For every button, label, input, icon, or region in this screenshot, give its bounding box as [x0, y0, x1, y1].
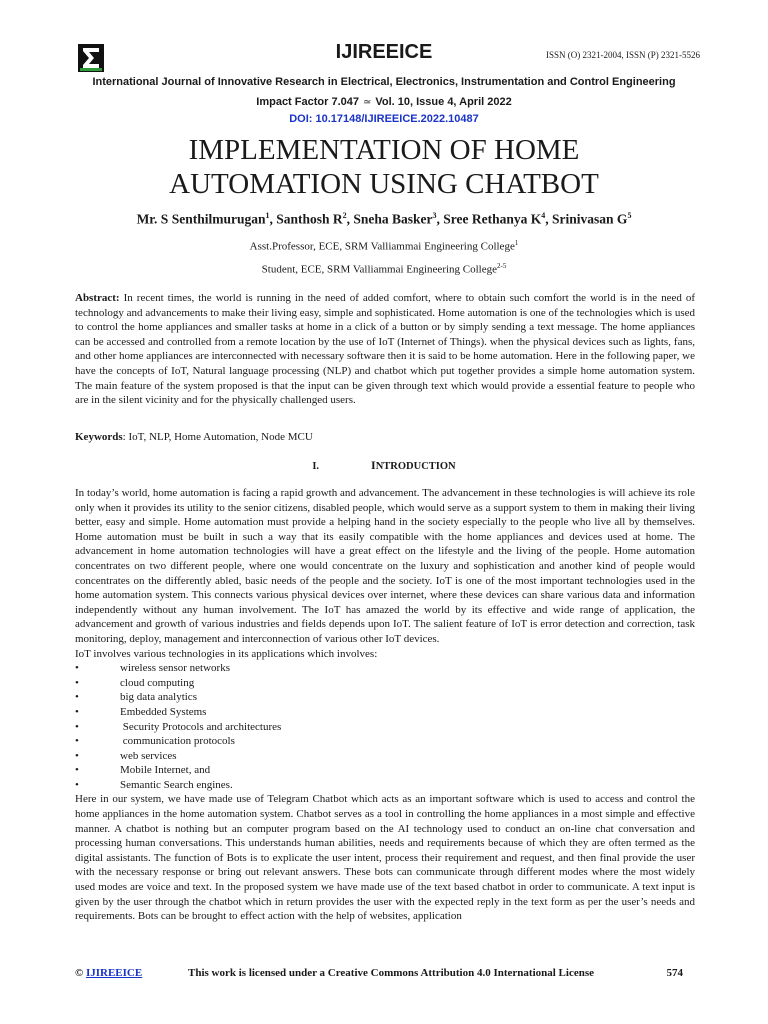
list-item-text: wireless sensor networks	[120, 662, 230, 675]
section-number: I.	[312, 461, 320, 472]
impact-volume-line	[0, 96, 768, 108]
author-separator: ,	[545, 211, 553, 227]
affiliation-2-text: Student, ECE, SRM Valliammai Engineering College	[261, 263, 497, 276]
author-list	[0, 211, 768, 228]
author-affiliation-sup: 5	[627, 211, 632, 220]
title-line-1: IMPLEMENTATION OF HOME	[188, 134, 580, 166]
page-number: 574	[666, 967, 683, 979]
intro-paragraph-2: Here in our system, we have made use of Telegram Chatbot which acts as an important software which is used to access and control the home appliances in the home automation system. Chatbot serves as a tool in controlling the home appliances in a most simple and effective manner. A chatbot is nothing but an computer program based on the AI technology used to conduct an on-line chat conversation and processing human conversations. This understands human abilities, needs and requirements because of which they are often termed as the digital assistants. The function of Bots is to explicate the user intent, process their requirement and request, and then final provide the user with the necessary response or bring out relevant answers. These bots can communicate through different modes where the most widely used modes are voice and text. In the proposed system we have made use of the text based chatbot in order to communicate. A text input is given by the user through the chatbot which in return provides the user with the expected reply in the text form as per the user’s needs and requirements. Bots can be brought to effect action with the help of websites, application	[75, 793, 695, 923]
bullet-icon: •	[75, 720, 79, 733]
abstract-label: Abstract:	[75, 292, 120, 304]
list-item-text: Embedded Systems	[120, 705, 207, 718]
technology-list	[75, 661, 695, 792]
list-item	[75, 661, 695, 676]
author-separator: ,	[346, 211, 354, 227]
bullet-icon: •	[75, 662, 79, 675]
section-heading-initial: I	[371, 458, 376, 472]
affiliation-2	[0, 262, 768, 276]
author-separator: ,	[269, 211, 277, 227]
journal-full-name: International Journal of Innovative Research in Electrical, Electronics, Instrumentation and Control Engineering	[92, 76, 676, 88]
list-item	[75, 749, 695, 764]
list-item	[75, 778, 695, 793]
keywords	[75, 430, 695, 445]
list-item	[75, 690, 695, 705]
list-item-text: communication protocols	[120, 735, 235, 748]
list-intro: IoT involves various technologies in its applications which involves:	[75, 647, 378, 660]
author-name: Mr. S Senthilmurugan	[136, 211, 266, 227]
bullet-icon: •	[75, 735, 79, 748]
affiliation-1-sup: 1	[514, 239, 519, 247]
keywords-text: : IoT, NLP, Home Automation, Node MCU	[122, 431, 313, 443]
abstract-text: In recent times, the world is running in the need of added comfort, where to obtain such comfort the world is in the need of technology and advancements to make their living easy, simple and sophisticated. Home automation is one of the technologies which is used to control the home appliances and smaller tasks at home in a click of a button or by simply sending a text message. The home appliances can be accessed and controlled from a remote location by the use of IoT (Internet of Things). when the physical devices such as lights, fans, and other home appliances are interconnected with necessary software then it is said to be home automation. Here in the following paper, we have the concepts of IoT, Natural language processing (NLP) and chatbot which put together provides a simple home automation system. The main feature of the system proposed is that the input can be given through text which would provide a essential feature to people who are in the silent vicinity and for the physically challenged users.	[75, 292, 696, 407]
keywords-label: Keywords	[75, 431, 123, 443]
author-affiliation-sup: 2	[342, 211, 347, 220]
list-item-text: cloud computing	[120, 676, 195, 689]
title-line-2: AUTOMATION USING CHATBOT	[169, 168, 599, 200]
affiliation-2-sup: 2-5	[497, 262, 507, 270]
author-separator: ,	[436, 211, 444, 227]
list-item-text: Security Protocols and architectures	[120, 720, 282, 733]
author-name: Srinivasan G	[552, 211, 628, 227]
section-heading	[0, 458, 768, 473]
list-item	[75, 734, 695, 749]
list-item	[75, 720, 695, 735]
list-item	[75, 676, 695, 691]
author-name: Sree Rethanya K	[443, 211, 542, 227]
footer-copyright	[75, 967, 142, 979]
journal-link[interactable]: IJIREEICE	[85, 967, 143, 979]
issn-line: ISSN (O) 2321-2004, ISSN (P) 2321-5526	[545, 50, 700, 60]
doi-link[interactable]: DOI: 10.17148/IJIREEICE.2022.10487	[289, 113, 479, 125]
copyright-symbol: ©	[75, 967, 84, 979]
separator-glyph: ≃	[362, 97, 372, 108]
bullet-icon: •	[75, 764, 79, 777]
bullet-icon: •	[75, 691, 79, 704]
impact-factor: Impact Factor 7.047	[256, 96, 359, 108]
author-name: Sneha Basker	[353, 211, 433, 227]
author-affiliation-sup: 1	[265, 211, 270, 220]
list-item-text: Mobile Internet, and	[120, 764, 211, 777]
paper-title	[0, 133, 768, 201]
journal-abbreviation: IJIREEICE	[335, 41, 433, 63]
bullet-icon: •	[75, 749, 79, 762]
list-item	[75, 705, 695, 720]
list-item-text: web services	[120, 749, 177, 762]
list-item	[75, 763, 695, 778]
list-item-text: Semantic Search engines.	[120, 778, 233, 791]
list-item-text: big data analytics	[120, 691, 197, 704]
affiliation-1-text: Asst.Professor, ECE, SRM Valliammai Engineering College	[249, 240, 515, 253]
affiliation-1	[0, 239, 768, 253]
bullet-icon: •	[75, 778, 79, 791]
author-name: Santhosh R	[276, 211, 343, 227]
intro-paragraph-1: In today’s world, home automation is facing a rapid growth and advancement. The advancement in these technologies is will achieve its role only when it provides its utility to the senior citizens, disabled people, which would serve as a support system to them in making their living better, easy and simple. Home automation must provide a helping hand in the society especially to the people who live all by themselves. Home automation must be built in such a way that its easily compatible with the home appliances and devices used at home. The advancement in home automation technologies will have a great effect on the lifestyle and the living of the people. Home automation concentrates on two different people, where one would concentrate on the luxury and sophistication and another kind of people would concentrates on the differently abled, basic needs of the people and the society. IoT is one of the most important technologies used in the home automation system. This connects various physical devices over internet, where these devices can share various data and information independently without any human involvement. The IoT has amazed the world by its effective and wide range of application, the advancement and growth of various industries and fields depends upon IoT. The salient feature of IoT is error detection and correction, task monitoring, deploy, management and interconnection of various other IoT devices.	[75, 487, 695, 645]
author-affiliation-sup: 3	[432, 211, 437, 220]
section-heading-rest: NTRODUCTION	[375, 461, 456, 472]
license-text: This work is licensed under a Creative Commons Attribution 4.0 International License	[188, 967, 594, 979]
volume-issue: Vol. 10, Issue 4, April 2022	[375, 96, 512, 108]
abstract	[75, 291, 695, 408]
bullet-icon: •	[75, 676, 79, 689]
bullet-icon: •	[75, 705, 79, 718]
author-affiliation-sup: 4	[541, 211, 546, 220]
introduction-body	[75, 486, 695, 924]
